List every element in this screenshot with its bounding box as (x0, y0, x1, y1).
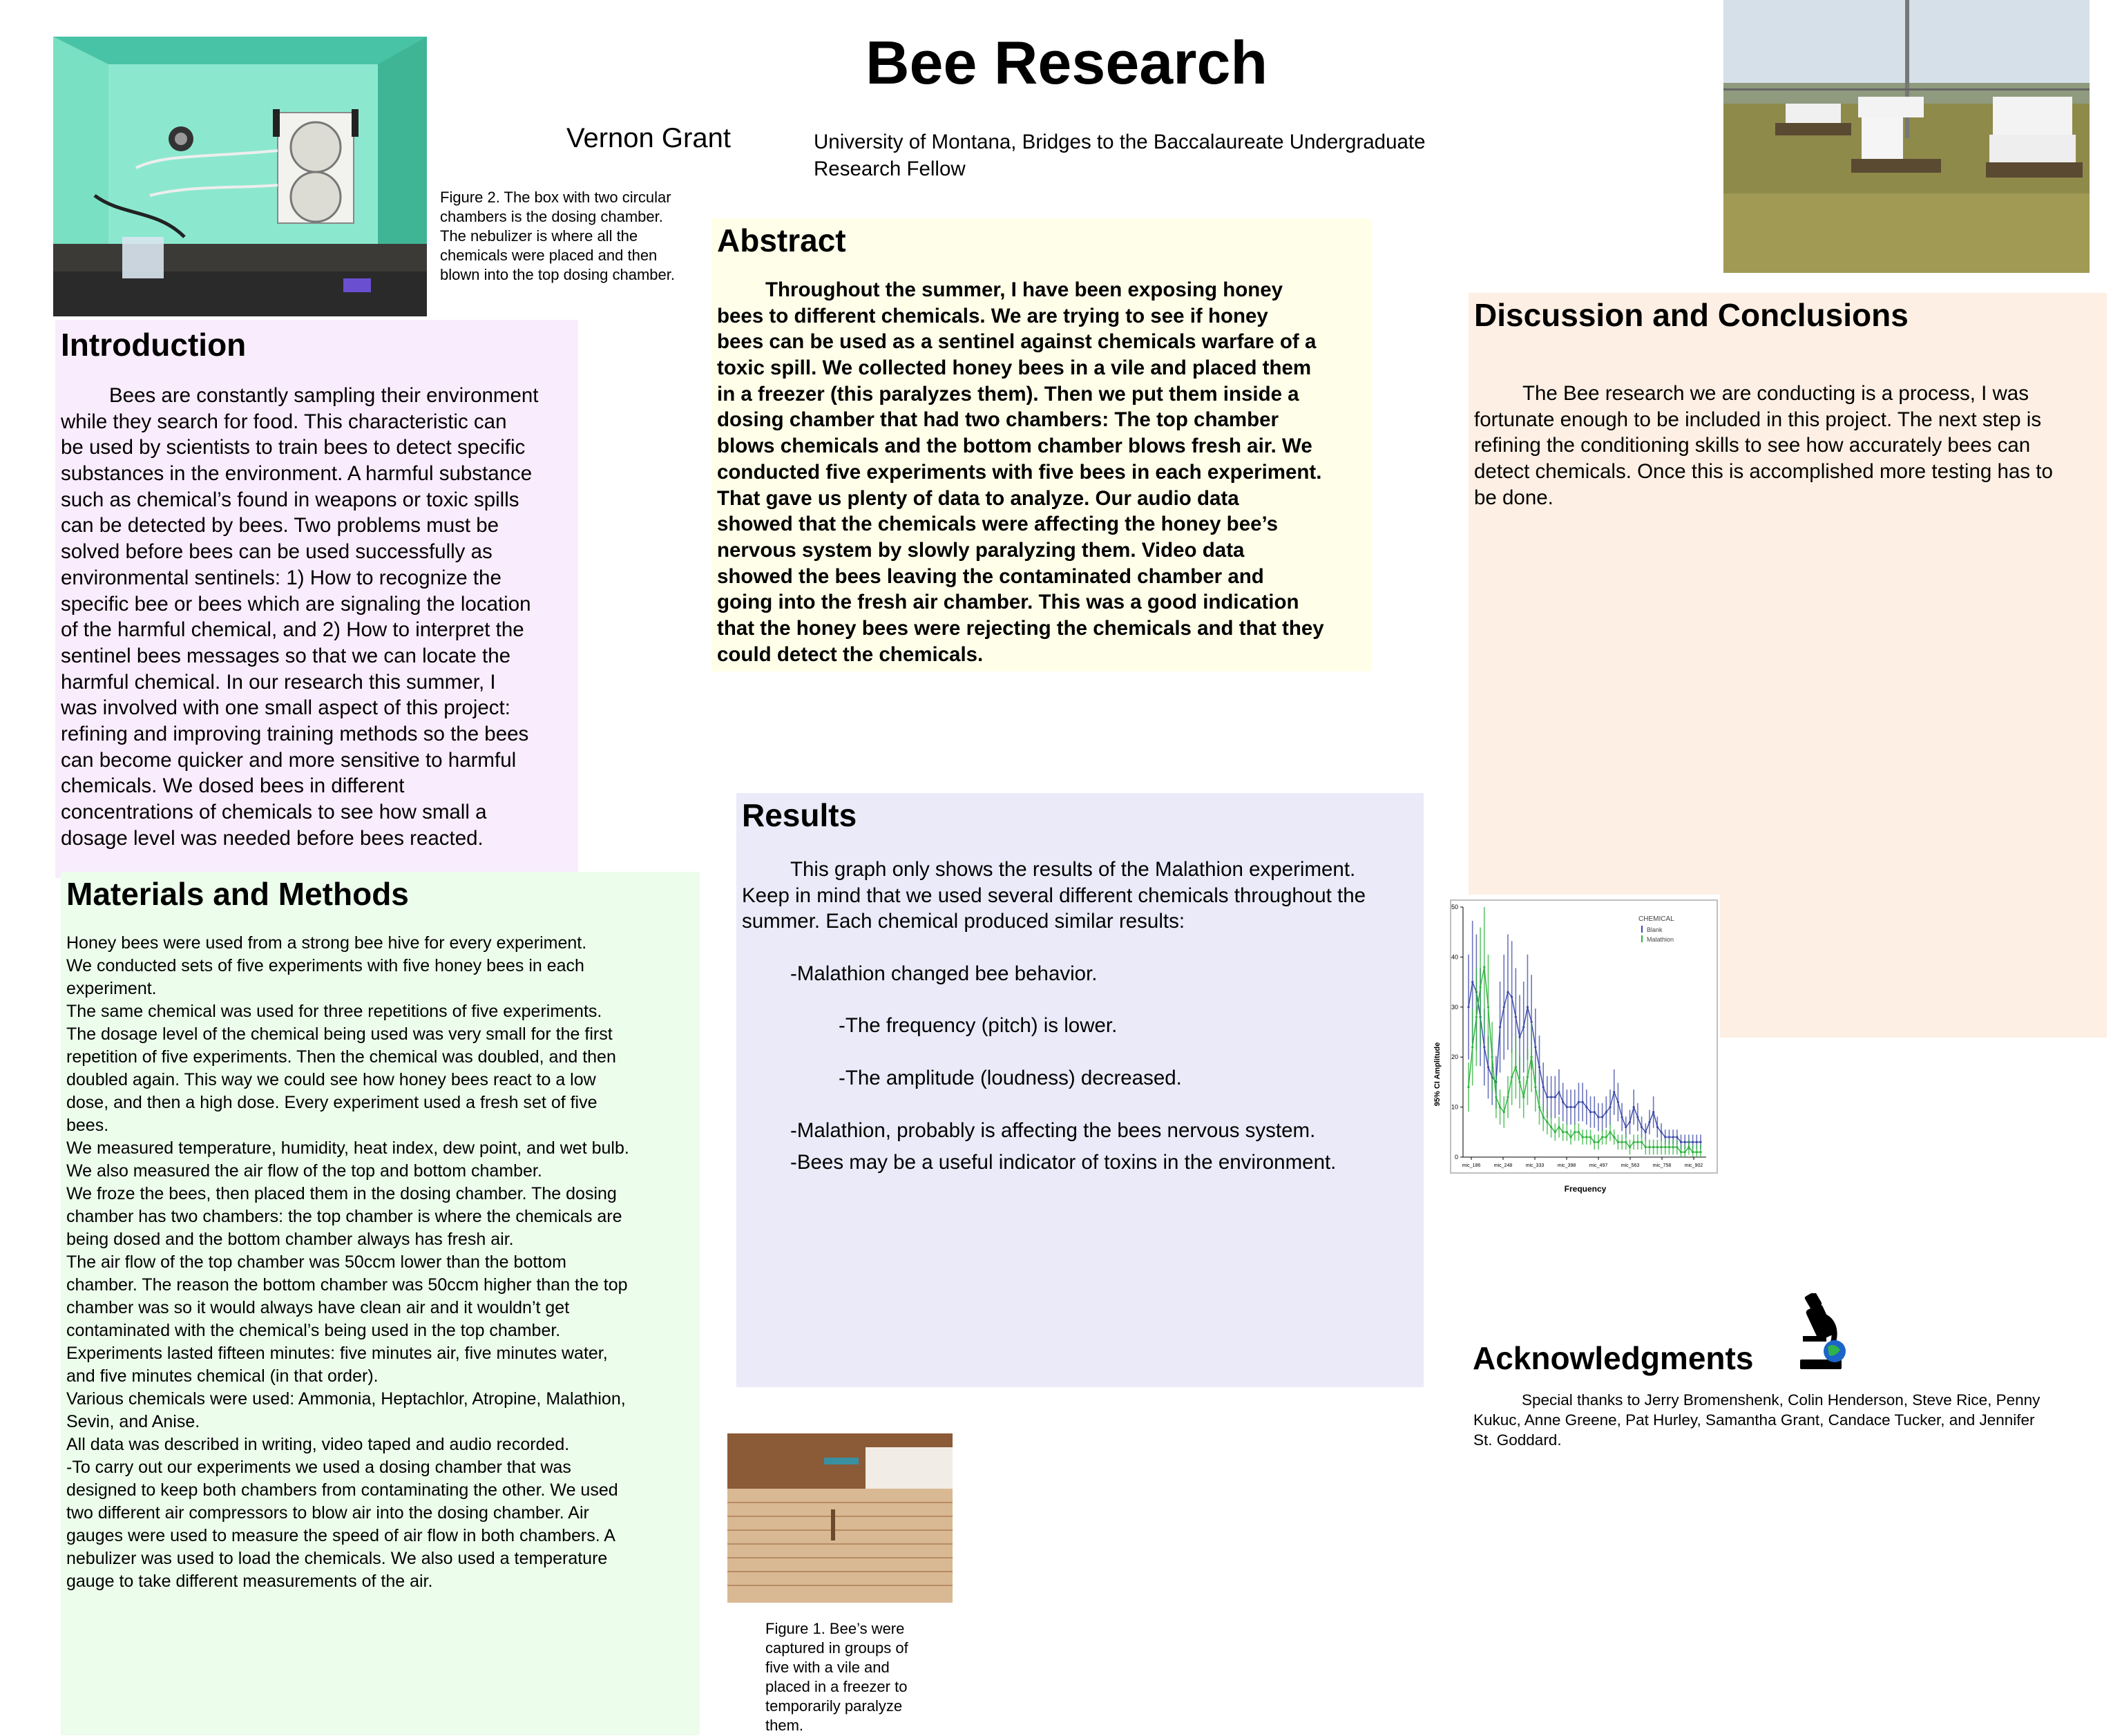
chart-point-malathion (1507, 1096, 1509, 1098)
chart-point-blank (1542, 1086, 1545, 1088)
microscope-icon (1797, 1293, 1853, 1373)
chart-point-blank (1676, 1136, 1678, 1138)
chart-point-malathion (1538, 1106, 1540, 1108)
chart-point-blank (1601, 1116, 1603, 1118)
chart-point-blank (1562, 1101, 1564, 1103)
text-line: Special thanks to Jerry Bromenshenk, Colin Henderson, Steve Rice, Penny (1522, 1391, 2040, 1409)
text-line: The same chemical was used for three repetitions of five experiments. (66, 1001, 602, 1021)
text-line: fortunate enough to be included in this project. The next step is (1474, 408, 2042, 431)
chart-x-tick-label: mic_186 (1462, 1163, 1481, 1168)
text-line: doubled again. This way we could see how honey bees react to a low (66, 1069, 596, 1089)
chart-point-malathion (1534, 1086, 1536, 1088)
text-line: refining and improving training methods so the bees (61, 723, 529, 746)
chart-point-blank (1621, 1116, 1623, 1118)
methods-panel (61, 872, 700, 1735)
chart-point-malathion (1471, 1046, 1473, 1048)
chart-point-blank (1582, 1101, 1584, 1103)
chart-point-blank (1660, 1131, 1662, 1133)
text-line: nebulizer was used to load the chemicals. We also used a temperature (66, 1548, 608, 1568)
chart-point-malathion (1542, 1116, 1545, 1118)
chart-point-malathion (1668, 1146, 1670, 1148)
dosing-chamber-photo (53, 37, 427, 316)
text-line: summer. Each chemical produced similar results: (742, 910, 1185, 933)
text-line: -To carry out our experiments we used a dosing chamber that was (66, 1457, 571, 1477)
chart-point-malathion (1487, 1006, 1489, 1008)
chart-point-malathion (1479, 986, 1481, 988)
chart-x-axis-label: Frequency (1564, 1184, 1607, 1194)
caption-line: five with a vile and (765, 1659, 890, 1676)
chart-point-malathion (1648, 1146, 1650, 1148)
chart-point-malathion (1594, 1141, 1596, 1143)
chart-point-blank (1487, 1066, 1489, 1068)
chart-point-blank (1652, 1111, 1654, 1113)
text-line: such as chemical’s found in weapons or toxic spills (61, 488, 519, 511)
text-line: Various chemicals were used: Ammonia, Heptachlor, Atropine, Malathion, (66, 1389, 626, 1409)
chart-point-malathion (1574, 1131, 1576, 1133)
chart-point-blank (1511, 996, 1513, 998)
chart-point-malathion (1688, 1146, 1690, 1148)
chart-point-malathion (1680, 1151, 1682, 1153)
chart-point-blank (1483, 1046, 1485, 1048)
chart-y-tick-label: 30 (1451, 1003, 1458, 1011)
text-line: We conducted sets of five experiments with five honey bees in each (66, 955, 584, 975)
introduction-panel (55, 320, 578, 878)
result-finding: -Bees may be a useful indicator of toxins in the environment. (790, 1151, 1337, 1174)
chart-point-malathion (1503, 1111, 1505, 1113)
chart-point-malathion (1511, 1076, 1513, 1078)
chart-point-malathion (1605, 1136, 1607, 1138)
text-line: environmental sentinels: 1) How to recognize the (61, 566, 501, 589)
chart-point-blank (1617, 1101, 1619, 1103)
caption-line: placed in a freezer to (765, 1678, 908, 1695)
chart-point-malathion (1582, 1136, 1584, 1138)
chart-point-blank (1566, 1106, 1568, 1108)
text-line: showed that the chemicals were affecting the honey bee’s (717, 513, 1279, 536)
chart-point-blank (1574, 1106, 1576, 1108)
text-line: Throughout the summer, I have been exposing honey (765, 278, 1283, 301)
chart-point-blank (1538, 1066, 1540, 1068)
chart-point-malathion (1467, 1086, 1469, 1088)
text-line: in a freezer (this paralyzes them). Then we put them inside a (717, 382, 1299, 406)
figure1-caption (765, 1619, 908, 1735)
text-line: Honey bees were used from a strong bee hive for every experiment. (66, 933, 587, 953)
chart-point-malathion (1617, 1141, 1619, 1143)
text-line: contaminated with the chemical’s being used in the top chamber. (66, 1320, 561, 1340)
text-line: can become quicker and more sensitive to harmful (61, 748, 517, 772)
text-line: dose, and then a high dose. Every experiment used a fresh set of five (66, 1092, 598, 1112)
author-name: Vernon Grant (566, 123, 731, 153)
chart-point-blank (1668, 1136, 1670, 1138)
chart-point-malathion (1645, 1146, 1647, 1148)
chart-point-blank (1515, 1016, 1517, 1018)
text-line: nervous system by slowly paralyzing them. Video data (717, 538, 1245, 562)
chart-point-blank (1696, 1141, 1698, 1143)
chart-point-blank (1527, 1006, 1529, 1008)
text-line: The air flow of the top chamber was 50ccm lower than the bottom (66, 1252, 566, 1272)
text-line: concentrations of chemicals to see how small a (61, 801, 487, 824)
text-line: designed to keep both chambers from contaminating the other. We used (66, 1480, 618, 1500)
caption-line: Figure 1. Bee’s were (765, 1620, 905, 1637)
chart-y-tick-label: 40 (1451, 953, 1458, 961)
chart-y-tick-label: 20 (1451, 1053, 1458, 1061)
results-chart (1430, 895, 1720, 1199)
caption-line: temporarily paralyze (765, 1697, 903, 1715)
chart-point-malathion (1495, 1096, 1497, 1098)
chart-point-malathion (1518, 1081, 1520, 1083)
legend-blank-label: Blank (1647, 926, 1663, 933)
chart-point-malathion (1531, 1056, 1533, 1058)
text-line: We measured temperature, humidity, heat index, dew point, and wet bulb. (66, 1138, 629, 1158)
chart-point-blank (1636, 1116, 1638, 1118)
text-line: was involved with one small aspect of this project: (61, 696, 510, 720)
chart-point-blank (1597, 1116, 1599, 1118)
text-line: going into the fresh air chamber. This was a good indication (717, 591, 1299, 614)
chart-point-blank (1558, 1091, 1560, 1093)
text-line: specific bee or bees which are signaling the location (61, 592, 531, 616)
chart-point-blank (1680, 1141, 1682, 1143)
text-line: of the harmful chemical, and 2) How to interpret the (61, 618, 524, 642)
chart-point-malathion (1672, 1146, 1674, 1148)
freezer-photo (727, 1433, 953, 1603)
chart-x-tick-label: mic_497 (1589, 1163, 1608, 1168)
text-line: St. Goddard. (1473, 1431, 1562, 1449)
chart-x-tick-label: mic_563 (1621, 1163, 1640, 1168)
chart-point-malathion (1522, 1096, 1524, 1098)
text-line: can be detected by bees. Two problems must be (61, 514, 499, 537)
abstract-panel (711, 218, 1372, 671)
chart-point-malathion (1684, 1151, 1686, 1153)
text-line: refining the conditioning skills to see how accurately bees can (1474, 434, 2031, 457)
chart-point-malathion (1656, 1146, 1659, 1148)
chart-point-malathion (1699, 1151, 1701, 1153)
text-line: be used by scientists to train bees to detect specific (61, 436, 526, 459)
text-line: that the honey bees were rejecting the chemicals and that they (717, 617, 1324, 640)
chart-point-malathion (1554, 1131, 1556, 1133)
text-line: All data was described in writing, video taped and audio recorded. (66, 1434, 570, 1454)
methods-heading: Materials and Methods (66, 876, 409, 912)
chart-point-blank (1629, 1121, 1631, 1123)
chart-point-malathion (1483, 966, 1485, 968)
text-line: repetition of five experiments. Then the chemical was doubled, and then (66, 1047, 616, 1067)
text-line: dosing chamber that had two chambers: The top chamber (717, 408, 1279, 432)
chart-point-malathion (1562, 1131, 1564, 1133)
caption-line: Figure 2. The box with two circular (440, 189, 671, 206)
text-line: showed the bees leaving the contaminated chamber and (717, 564, 1264, 588)
text-line: solved before bees can be used successfully as (61, 540, 493, 564)
text-line: gauge to take different measurements of the air. (66, 1571, 433, 1591)
chart-point-blank (1645, 1131, 1647, 1133)
chart-point-blank (1664, 1136, 1666, 1138)
text-line: blows chemicals and the bottom chamber blows fresh air. We (717, 435, 1312, 458)
text-line: chamber was so it would always have clean air and it wouldn’t get (66, 1297, 570, 1317)
affiliation-line: Research Fellow (814, 158, 966, 180)
caption-line: captured in groups of (765, 1639, 908, 1657)
chart-point-blank (1594, 1111, 1596, 1113)
chart-point-malathion (1641, 1141, 1643, 1143)
caption-line: chemicals were placed and then (440, 247, 658, 264)
chart-point-malathion (1527, 1076, 1529, 1078)
chart-point-malathion (1475, 1016, 1478, 1018)
chart-point-blank (1641, 1126, 1643, 1128)
chart-point-malathion (1633, 1141, 1635, 1143)
result-finding: -Malathion, probably is affecting the bees nervous system. (790, 1119, 1316, 1142)
chart-point-blank (1589, 1111, 1592, 1113)
introduction-body (61, 383, 573, 852)
caption-line: chambers is the dosing chamber. (440, 208, 663, 225)
chart-point-blank (1672, 1136, 1674, 1138)
chart-x-tick-label: mic_398 (1557, 1163, 1576, 1168)
chart-y-tick-label: 10 (1451, 1103, 1458, 1111)
text-line: be done. (1474, 486, 1554, 509)
chart-point-malathion (1625, 1141, 1627, 1143)
text-line: Bees are constantly sampling their environment (109, 383, 539, 407)
chart-point-blank (1605, 1111, 1607, 1113)
chart-y-tick-label: 0 (1454, 1154, 1458, 1161)
abstract-heading: Abstract (717, 222, 846, 258)
chart-point-malathion (1550, 1126, 1552, 1128)
chart-point-malathion (1676, 1146, 1678, 1148)
legend-malathion-label: Malathion (1647, 936, 1674, 943)
text-line: dosage level was needed before bees reacted. (61, 826, 484, 850)
chart-point-malathion (1613, 1136, 1615, 1138)
chart-point-blank (1609, 1106, 1611, 1108)
chart-point-blank (1585, 1106, 1587, 1108)
text-line: while they search for food. This characteristic can (61, 410, 507, 433)
chart-point-malathion (1546, 1121, 1548, 1123)
text-line: This graph only shows the results of the Malathion experiment. (790, 858, 1356, 881)
chart-point-blank (1499, 1026, 1501, 1028)
chart-point-blank (1613, 1091, 1615, 1093)
chart-point-malathion (1696, 1151, 1698, 1153)
abstract-body (717, 277, 1366, 668)
text-line: Kukuc, Anne Greene, Pat Hurley, Samantha Grant, Candace Tucker, and Jennifer (1473, 1411, 2035, 1429)
chart-point-blank (1522, 1026, 1524, 1028)
caption-line: them. (765, 1717, 804, 1734)
chart-point-malathion (1692, 1151, 1694, 1153)
chart-y-tick-label: 50 (1451, 904, 1458, 910)
chart-point-malathion (1609, 1131, 1611, 1133)
chart-point-blank (1503, 1006, 1505, 1008)
amplitude-chart-svg (1430, 895, 1720, 1199)
text-line: bees can be used as a sentinel against chemicals warfare of a (717, 330, 1317, 354)
text-line: We froze the bees, then placed them in the dosing chamber. The dosing (66, 1183, 617, 1203)
chart-point-malathion (1499, 1106, 1501, 1108)
result-subfinding: -The frequency (pitch) is lower. (839, 1014, 1118, 1037)
chart-point-malathion (1578, 1131, 1580, 1133)
chart-point-malathion (1585, 1136, 1587, 1138)
chart-point-blank (1656, 1126, 1659, 1128)
chart-x-tick-label: mic_248 (1493, 1163, 1513, 1168)
text-line: conducted five experiments with five bees in each experiment. (717, 460, 1322, 484)
text-line: chamber. The reason the bottom chamber was 50ccm higher than the top (66, 1275, 628, 1295)
chart-point-malathion (1636, 1141, 1638, 1143)
chart-point-malathion (1660, 1146, 1662, 1148)
introduction-heading: Introduction (61, 327, 247, 363)
chart-point-blank (1633, 1106, 1635, 1108)
chart-point-blank (1569, 1106, 1571, 1108)
text-line: We also measured the air flow of the top and bottom chamber. (66, 1161, 542, 1181)
chart-point-blank (1625, 1126, 1627, 1128)
text-line: The Bee research we are conducting is a process, I was (1522, 381, 2029, 405)
chart-point-malathion (1601, 1136, 1603, 1138)
results-heading: Results (742, 797, 857, 833)
text-line: That gave us plenty of data to analyze. Our audio data (717, 486, 1239, 510)
chart-point-blank (1699, 1141, 1701, 1143)
discussion-heading: Discussion and Conclusions (1474, 297, 1909, 333)
acknowledgments-body (1473, 1390, 2040, 1450)
methods-body (66, 932, 694, 1593)
chart-point-blank (1550, 1096, 1552, 1098)
chart-point-malathion (1589, 1136, 1592, 1138)
text-line: bees to different chemicals. We are trying to see if honey (717, 304, 1268, 327)
text-line: chamber has two chambers: the top chamber is where the chemicals are (66, 1206, 622, 1226)
acknowledgments-heading: Acknowledgments (1473, 1340, 1754, 1376)
chart-point-blank (1684, 1141, 1686, 1143)
chart-point-blank (1546, 1096, 1548, 1098)
text-line: chemicals. We dosed bees in different (61, 774, 405, 798)
chart-x-tick-label: mic_902 (1684, 1163, 1703, 1168)
discussion-body (1474, 381, 2101, 511)
chart-point-malathion (1664, 1146, 1666, 1148)
chart-point-malathion (1515, 1066, 1517, 1068)
result-subfinding: -The amplitude (loudness) decreased. (839, 1067, 1182, 1089)
results-intro (742, 857, 1422, 935)
chart-point-malathion (1491, 1056, 1493, 1058)
poster-title: Bee Research (866, 28, 1268, 97)
chart-point-blank (1578, 1101, 1580, 1103)
chart-y-axis-label: 95% CI Amplitude (1433, 1042, 1442, 1107)
affiliation-line: University of Montana, Bridges to the Baccalaureate Undergraduate (814, 131, 1426, 153)
chart-point-malathion (1597, 1141, 1599, 1143)
chart-legend-title: CHEMICAL (1638, 915, 1674, 923)
chart-point-malathion (1566, 1131, 1568, 1133)
chart-x-tick-label: mic_333 (1525, 1163, 1545, 1168)
chart-point-malathion (1569, 1136, 1571, 1138)
caption-line: blown into the top dosing chamber. (440, 266, 676, 283)
text-line: substances in the environment. A harmful substance (61, 462, 533, 485)
figure2-caption (440, 188, 675, 285)
text-line: experiment. (66, 978, 157, 998)
chart-point-blank (1648, 1121, 1650, 1123)
text-line: The dosage level of the chemical being used was very small for the first (66, 1024, 613, 1044)
text-line: Sevin, and Anise. (66, 1411, 200, 1431)
apiary-photo (1723, 0, 2090, 273)
chart-x-tick-label: mic_758 (1652, 1163, 1672, 1168)
text-line: two different air compressors to blow air into the dosing chamber. Air (66, 1503, 589, 1523)
results-panel (736, 793, 1424, 1387)
chart-point-blank (1554, 1096, 1556, 1098)
text-line: toxic spill. We collected honey bees in a vile and placed them (717, 356, 1312, 379)
chart-point-blank (1534, 1046, 1536, 1048)
affiliation (814, 128, 1426, 182)
text-line: Keep in mind that we used several different chemicals throughout the (742, 884, 1366, 907)
text-line: and five minutes chemical (in that order). (66, 1366, 379, 1386)
text-line: harmful chemical. In our research this summer, I (61, 670, 496, 694)
result-finding: -Malathion changed bee behavior. (790, 962, 1098, 985)
chart-point-blank (1692, 1141, 1694, 1143)
text-line: sentinel bees messages so that we can locate the (61, 644, 511, 667)
text-line: detect chemicals. Once this is accomplished more testing has to (1474, 460, 2053, 483)
text-line: could detect the chemicals. (717, 642, 984, 666)
chart-point-malathion (1621, 1141, 1623, 1143)
chart-point-blank (1467, 1006, 1469, 1008)
text-line: being dosed and the bottom chamber always has fresh air. (66, 1229, 514, 1249)
chart-point-malathion (1652, 1146, 1654, 1148)
text-line: gauges were used to measure the speed of air flow in both chambers. A (66, 1525, 615, 1545)
chart-point-malathion (1629, 1146, 1631, 1148)
text-line: Experiments lasted fifteen minutes: five minutes air, five minutes water, (66, 1343, 608, 1363)
caption-line: The nebulizer is where all the (440, 227, 638, 245)
chart-point-blank (1518, 1036, 1520, 1038)
chart-point-malathion (1558, 1126, 1560, 1128)
chart-point-blank (1507, 991, 1509, 993)
chart-point-blank (1471, 981, 1473, 983)
text-line: bees. (66, 1115, 109, 1135)
